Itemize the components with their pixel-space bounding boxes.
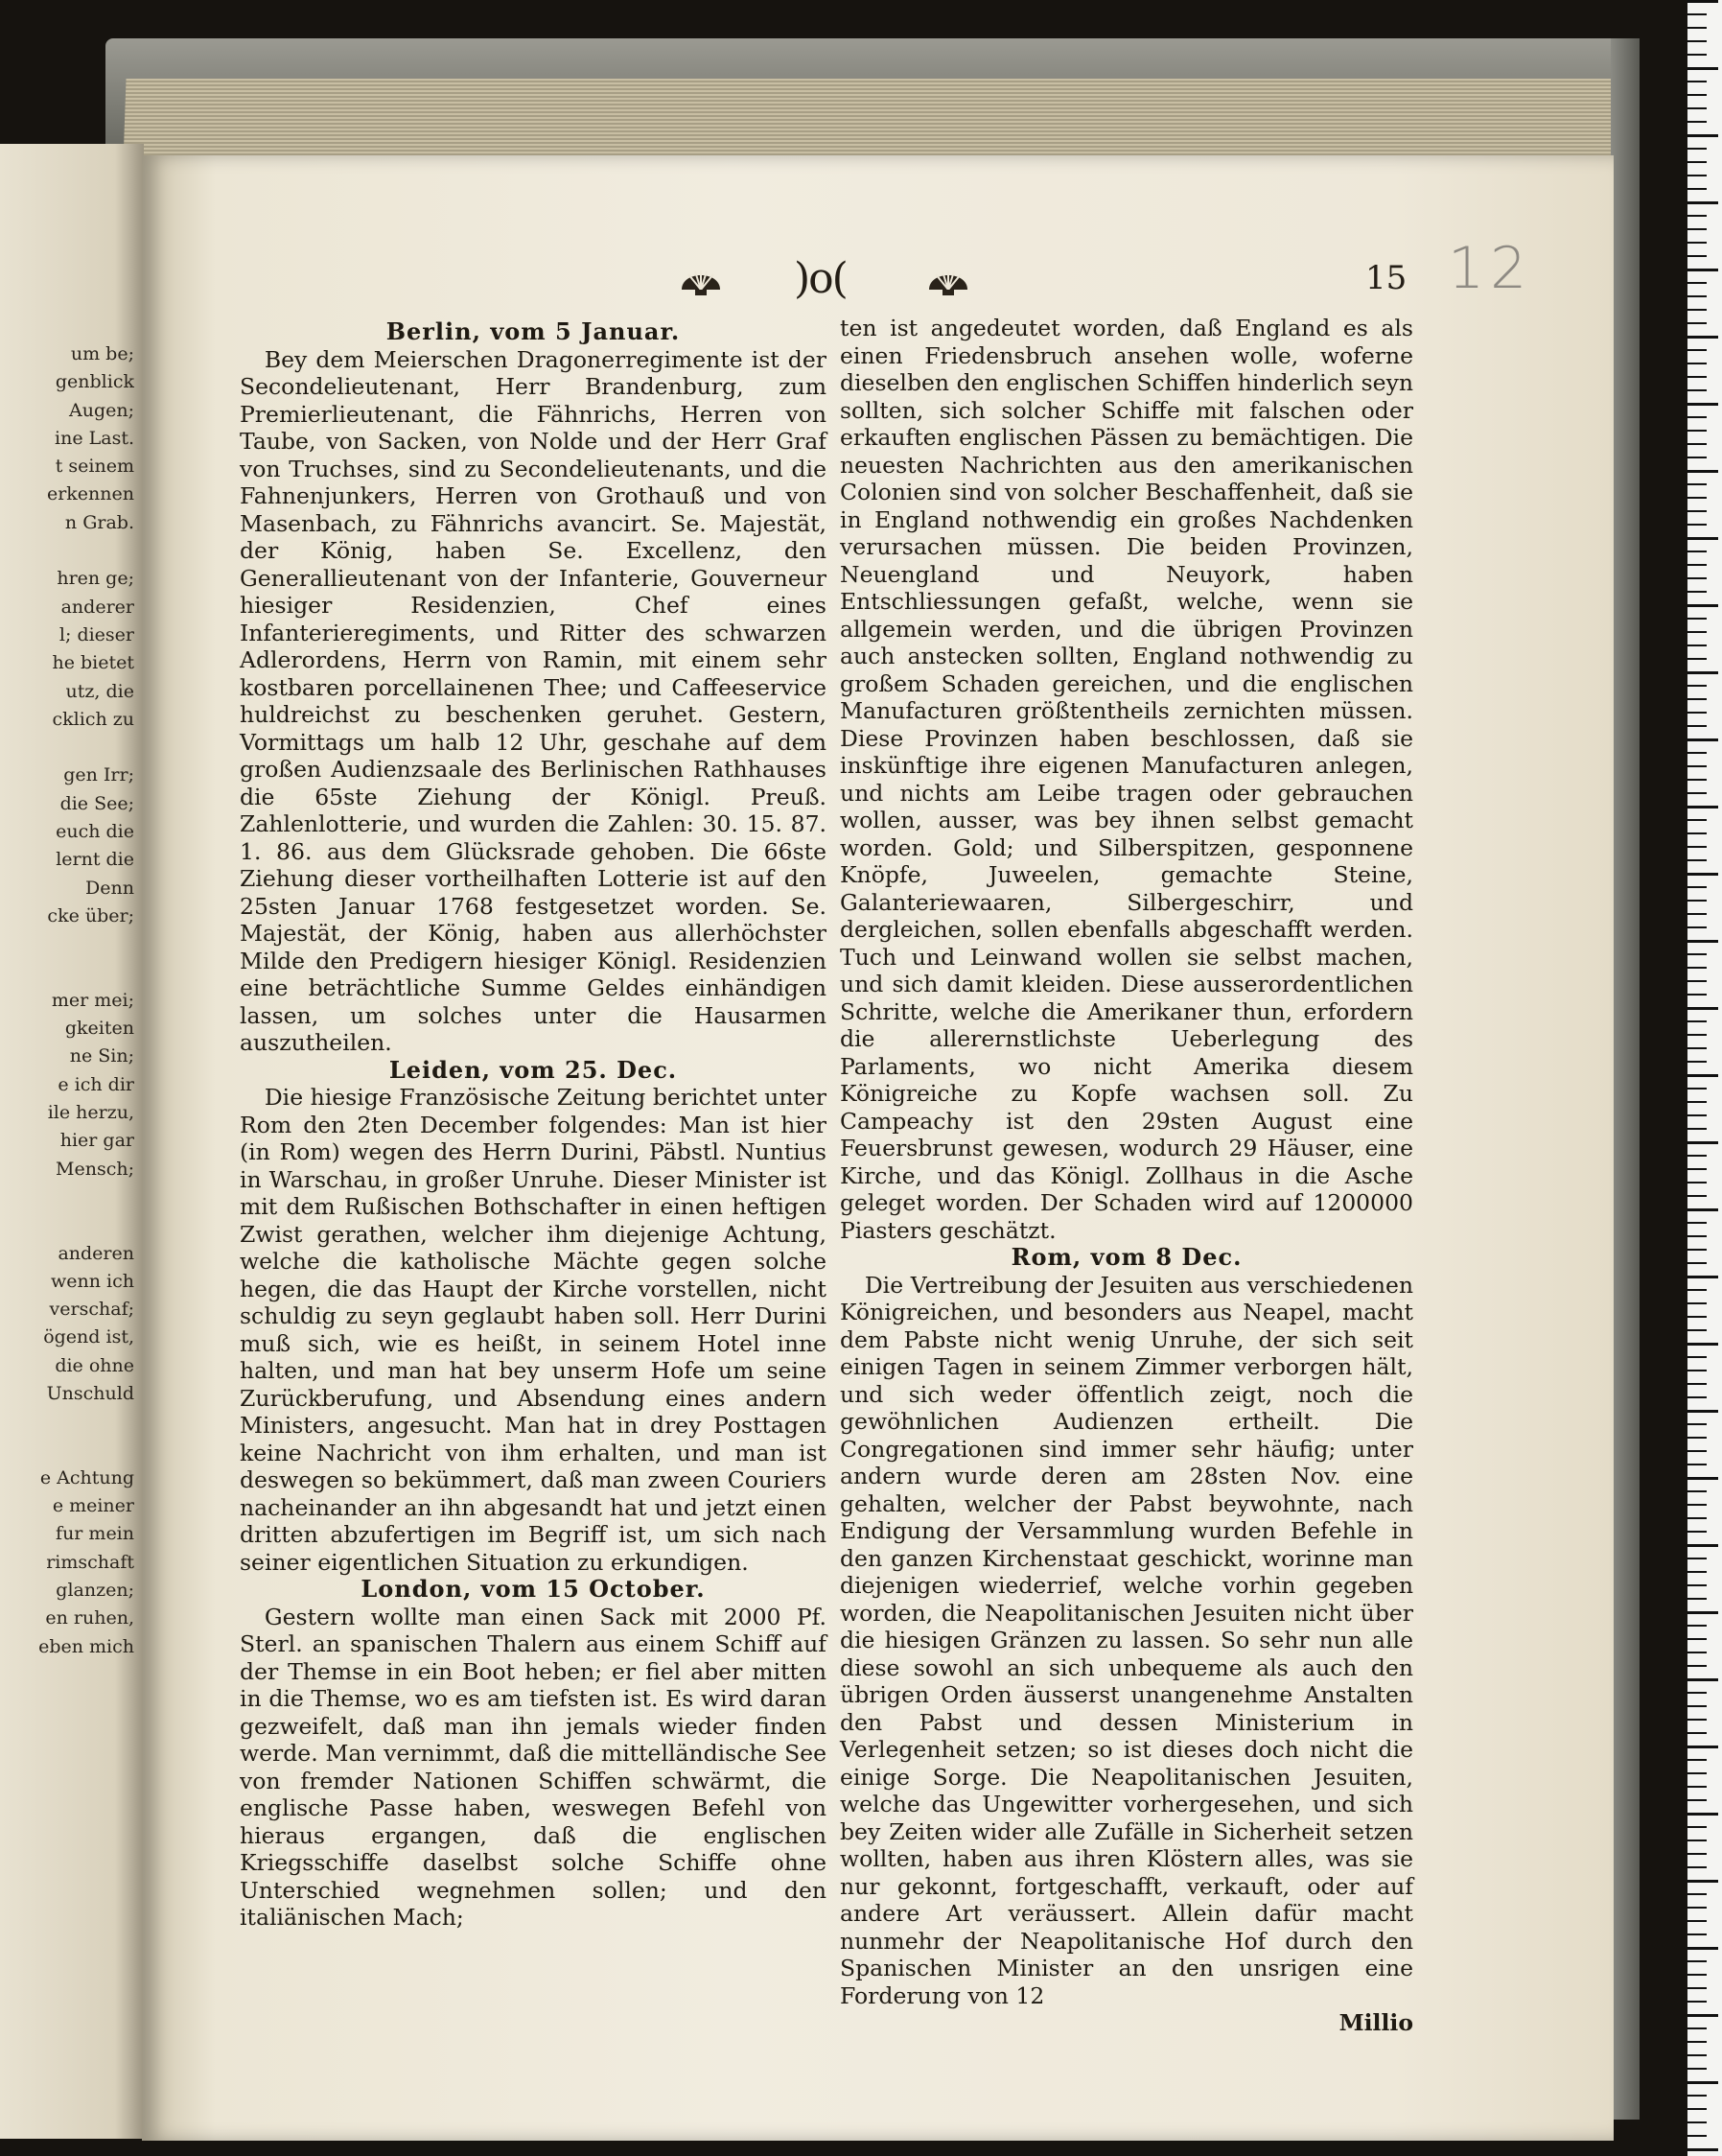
facing-page-line (0, 1408, 134, 1436)
leiden-heading: Leiden, vom 25. Dec. (388, 1055, 678, 1084)
london-article-continued: ten ist angedeutet worden, daß England es als einen Friedensbruch ansehen wolle, woferne dieselben den englischen Schiffen hinderlich seyn sollten, sich solcher Schiffe mit falschen oder erkauften englischen Pässen zu bemächtigen. Die neuesten Nachrichten aus den amerikanischen Colonien sind von solcher Beschaffenheit, daß sie in England nothwendig ein großes Nachdenken verursachen müssen. Die beiden Provinzen, Neuengland und Neuyork, haben Entschliessungen gefaßt, welche, wenn sie allgemein werden, und die übrigen Provinzen auch anstecken sollten, England nothwendig zu großem Schaden gereichen, und die englischen Manufacturen größtentheils zernichten müssen. Diese Provinzen haben beschlossen, daß sie inskünftige ihre eigenen Manufacturen anlegen, und nichts am Leibe tragen oder gebrauchen wollen, ausser, was bey ihnen selbst gemacht worden. Gold; und Silberspitzen, gesponnene Knöpfe, Juweelen, gemachte Steine, Galanteriewaaren, Silbergeschirr, und dergleichen, sollen ebenfalls abgeschafft werden. Tuch und Leinwand wollen sie selbst machen, und sich damit kleiden. Diese ausserordentlichen Schritte, welche die Amerikaner thun, erfordern die allerernstlichste Ueberlegung des Parlaments, wo nicht Amerika diesem Königreiche zu Kopfe wachsen soll. Zu Campeachy ist den 29sten August eine Feuersbrunst gewesen, wodurch 29 Häuser, eine Kirche, und das Königl. Zollhaus in die Asche geleget worden. Der Schaden wird auf 1200000 Piasters geschätzt. (840, 315, 1413, 1244)
facing-page-line: Augen; (68, 399, 134, 421)
page-number: 15 (1365, 259, 1408, 297)
facing-page-line (0, 1183, 134, 1211)
facing-page-line: hren ge; (57, 568, 134, 590)
book-binding-right (1611, 38, 1640, 2120)
facing-page-line: ine Last. (55, 427, 134, 449)
ruler-major-ticks (1687, 0, 1718, 2156)
facing-page-line: ne Sin; (69, 1045, 134, 1067)
facing-page-line (0, 734, 134, 762)
facing-page-line: gkeiten (64, 1018, 134, 1040)
page-mark: )o( (794, 254, 847, 303)
facing-page-line: um be; (70, 343, 134, 364)
facing-page-line: euch die (56, 821, 134, 843)
facing-page-line: gen Irr; (63, 764, 134, 786)
facing-page-line (0, 930, 134, 958)
facing-page-line: rimschaft (46, 1551, 134, 1573)
page-edges (123, 79, 1621, 163)
facing-page-line: ile herzu, (47, 1102, 134, 1124)
facing-page-line: e Achtung (39, 1466, 134, 1488)
pencil-folio-number: 12 (1448, 235, 1533, 302)
left-column (240, 318, 826, 1932)
facing-page-line: n Grab. (64, 511, 134, 533)
facing-page-line (0, 959, 134, 987)
facing-page-line: Mensch; (56, 1158, 134, 1180)
facing-page-text (0, 340, 134, 1661)
facing-page-line (0, 537, 134, 565)
facing-page-line: lernt die (56, 849, 134, 871)
london-article: Gestern wollte man einen Sack mit 2000 Pf. Sterl. an spanischen Thalern aus einem Schiff auf der Themse in ein Boot heben; er fiel aber mitten in die Themse, wo es am tiefsten ist. Es wird daran gezweifelt, daß man ihn jemals wieder finden werde. Man vernimmt, daß die mittelländische See von fremder Nationen Schiffen schwärmt, die englische Passe haben, weswegen Befehl von hieraus ergangen, daß die englischen Kriegsschiffe daselbst solche Schiffe ohne Unterschied wegnehmen sollen; und den italiänischen Mach; (240, 1603, 826, 1931)
facing-page-line: Denn (85, 877, 134, 899)
facing-page-line: hier gar (59, 1130, 134, 1152)
leiden-article: Die hiesige Französische Zeitung berichtet unter Rom den 2ten December folgendes: Man ist hier (in Rom) wegen des Herrn Durini, Päbstl. Nuntius in Warschau, in großer Unruhe. Dieser Minister ist mit dem Rußischen Bothschafter in einen heftigen Zwist gerathen, welcher ihm diejenige Achtung, welche die katholische Mächte gegen solche hegen, die das Haupt der Kirche vorstellen, nicht schuldig zu seyn geglaubt haben soll. Herr Durini muß sich, wie es heißt, in seinem Hotel inne halten, und man hat bey unserm Hofe um seine Zurückberufung, und Absendung eines andern Ministers, angesucht. Man hat in drey Posttagen keine Nachricht von ihm erhalten, und man ist deswegen so bekümmert, daß man zween Couriers nacheinander an ihn abgesandt hat und jetzt einen dritten abzufertigen im Begriff ist, um sich nach seiner eigentlichen Situation zu erkundigen. (240, 1084, 826, 1576)
berlin-article: Bey dem Meierschen Dragonerregimente ist der Secondelieutenant, Herr Brandenburg, zum Premierlieutenant, die Fähnrichs, Herren von Taube, von Sacken, von Nolde und der Herr Graf von Truchses, sind zu Secondelieutenants, und die Fahnenjunkers, Herren von Grothauß und von Masenbach, zu Fähnrichs avancirt. Se. Majestät, der König, haben Se. Excellenz, den Generallieutenant von der Infanterie, Gouverneur hiesiger Residenzien, Chef eines Infanterieregiments, und Ritter des schwarzen Adlerordens, Herrn von Ramin, mit einem sehr kostbaren porcellainenen Thee; und Caffeeservice huldreichst zu beschenken geruhet. Gestern, Vormittags um halb 12 Uhr, geschahe auf dem großen Audienzsaale des Berlinischen Rathhauses die 65ste Ziehung der Königl. Preuß. Zahlenlotterie, und wurden die Zahlen: 30. 15. 87. 1. 86. aus dem Glücksrade gehoben. Die 66ste Ziehung dieser vortheilhaften Lotterie ist auf den 25sten Januar 1768 festgesetzet worden. Se. Majestät, der König, haben aus allerhöchster Milde den Predigern hiesiger Königl. Residenzien eine beträchtliche Summe Geldes einhändigen lassen, um solches unter die Hausarmen auszutheilen. (240, 345, 826, 1056)
facing-page-line: e ich dir (58, 1073, 134, 1095)
facing-page-line: verschaf; (49, 1299, 134, 1321)
facing-page-line: die See; (59, 792, 134, 814)
facing-page-line: anderer (60, 596, 134, 618)
facing-page-line: en ruhen, (45, 1607, 134, 1629)
facing-page-line: l; dieser (58, 623, 134, 645)
rom-article: Die Vertreibung der Jesuiten aus verschiedenen Königreichen, und besonders aus Neapel, macht dem Pabste nicht wenig Unruhe, der sich seit einigen Tagen in seinem Zimmer verborgen hält, und sich weder öffentlich zeigt, noch die gewöhnlichen Audienzen ertheilt. Die Congregationen sind immer sehr häufig; unter andern wurde deren am 28sten Nov. eine gehalten, welcher der Pabst beywohnte, nach Endigung der Versammlung wurden Befehle in den ganzen Kirchenstaat geschickt, worinne man diejenigen wiederrief, welche vorhin gegeben worden, die Neapolitanischen Jesuiten nicht über die hiesigen Gränzen zu lassen. So sehr nun alle diese sowohl an sich unbequeme als auch den übrigen Orden äusserst unangenehme Anstalten den Pabst und dessen Ministerium in Verlegenheit setzen; so ist dieses doch nicht die einige Sorge. Die Neapolitanischen Jesuiten, welche das Ungewitter vorhergesehen, und sich bey Zeiten wider alle Zufälle in Sicherheit setzen wollten, haben aus ihren Klöstern alles, was sie nur gekonnt, fortgeschafft, verkauft, oder auf andere Art veräussert. Allein dafür macht nunmehr der Neapolitanische Hof durch den Spanischen Minister an den unsrigen eine Forderung von 12 (840, 1271, 1413, 2009)
facing-page-line: eben mich (38, 1635, 134, 1657)
facing-page-line: Unschuld (46, 1382, 134, 1404)
london-heading: London, vom 15 October. (361, 1575, 706, 1603)
facing-page-line: cke über; (47, 904, 134, 926)
facing-page-line: he bietet (52, 652, 134, 674)
facing-page-line: utz, die (65, 680, 134, 702)
facing-page-line: e meiner (52, 1495, 134, 1517)
facing-page-line: fur mein (56, 1523, 134, 1545)
facing-page-line: anderen (58, 1242, 134, 1264)
facing-page-line: glanzen; (56, 1580, 134, 1602)
shell-ornament-icon (679, 261, 723, 297)
facing-page-line: ögend ist, (43, 1326, 134, 1348)
facing-page-line: genblick (55, 371, 134, 393)
facing-page-line: mer mei; (51, 989, 134, 1011)
rom-heading: Rom, vom 8 Dec. (1011, 1243, 1243, 1271)
berlin-heading: Berlin, vom 5 Januar. (385, 317, 681, 345)
right-column (840, 315, 1413, 2037)
facing-page-line (0, 1211, 134, 1239)
facing-page-line: die ohne (55, 1354, 134, 1376)
facing-page-line: erkennen (46, 483, 134, 505)
facing-page-line: wenn ich (51, 1270, 134, 1292)
facing-page-line: t seinem (55, 456, 134, 478)
catchword: Millio (1338, 2009, 1413, 2036)
facing-page-line: cklich zu (52, 708, 134, 730)
shell-ornament-icon (926, 261, 970, 297)
facing-page-line (0, 1437, 134, 1465)
